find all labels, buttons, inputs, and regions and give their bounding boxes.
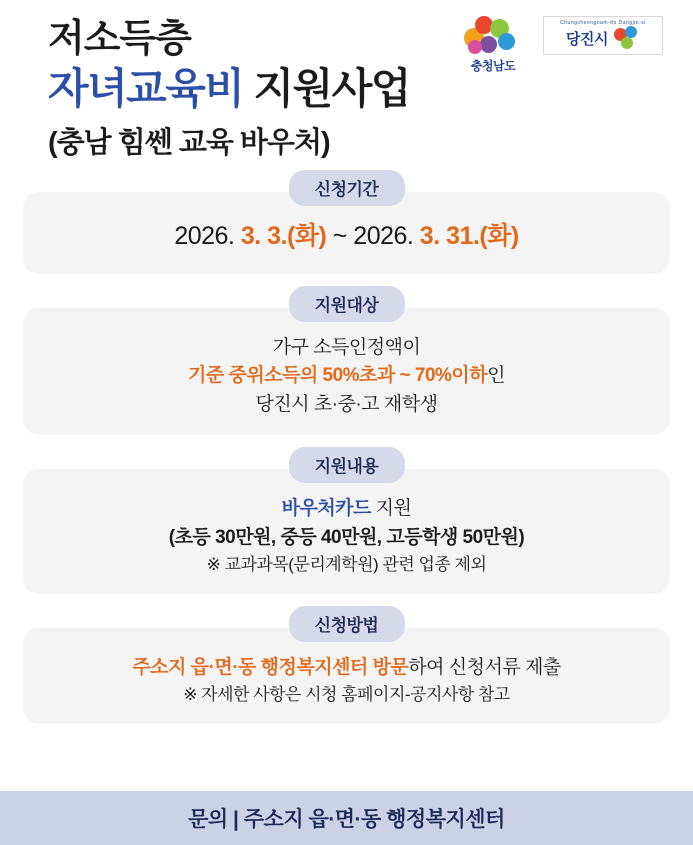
page-title-line1: 저소득층: [48, 18, 191, 60]
section-line: [40, 654, 653, 683]
section-line: [40, 495, 653, 524]
text-span: 가구 소득인정액이: [272, 336, 421, 358]
text-span: 지원: [370, 498, 412, 519]
poster-header: [0, 0, 693, 170]
text-span: 당진시 초·중·고 재학생: [255, 393, 438, 415]
dangjin-logo-label: 당진시: [566, 29, 608, 48]
poster-footer: [0, 791, 693, 845]
footer-contact-text: 문의 | 주소지 읍·면·동 행정복지센터: [188, 808, 505, 831]
text-span: 3. 31.(화): [419, 222, 519, 250]
page-title-highlight: 자녀교육비: [48, 64, 244, 112]
section-line: [40, 391, 653, 420]
section-line: [40, 334, 653, 363]
section-line: [40, 682, 653, 708]
text-span: ※ 자세한 사항은 시청 홈페이지-공지사항 참고: [183, 685, 510, 704]
text-span: 기준 중위소득의 50%초과 ~ 70%이하: [187, 365, 488, 386]
flower-icon: [462, 16, 524, 56]
info-section: [24, 170, 669, 272]
text-span: 바우처카드: [281, 498, 371, 519]
text-span: (초등 30만원, 중등 40만원, 고등학생 50만원): [168, 526, 525, 548]
section-chip: 지원대상: [289, 286, 405, 322]
text-span: ※ 교과과목(문리계학원) 관련 업종 제외: [206, 555, 487, 574]
text-span: 인: [487, 365, 506, 386]
dangjin-logo-romanized: Chungcheongnam-do Dangjin-si: [560, 20, 646, 26]
sections-container: [0, 170, 693, 785]
section-card: [24, 469, 669, 592]
section-card: [24, 628, 669, 722]
info-section: [24, 447, 669, 592]
text-span: ~ 2026.: [326, 222, 420, 250]
page-subtitle: (충남 힘쎈 교육 바우처): [48, 127, 330, 160]
text-span: 주소지 읍·면·동 행정복지센터 방문: [132, 656, 409, 678]
page-title-rest: 지원사업: [243, 64, 410, 112]
section-line: [40, 218, 653, 256]
section-card: [24, 308, 669, 434]
section-chip: 지원내용: [289, 447, 405, 483]
text-span: 3. 3.(화): [240, 222, 327, 250]
logo-group: [457, 16, 663, 74]
section-line: [40, 362, 653, 391]
dangjin-mark-icon: [614, 26, 640, 50]
info-section: [24, 606, 669, 722]
section-chip: 신청방법: [289, 606, 405, 642]
section-line: [40, 552, 653, 578]
info-section: [24, 286, 669, 434]
text-span: 하여 신청서류 제출: [408, 656, 561, 678]
dangjin-logo: [543, 16, 663, 55]
chungnam-logo-label: 충청남도: [470, 59, 516, 73]
section-chip: 신청기간: [289, 170, 405, 206]
section-line: [40, 524, 653, 553]
chungnam-logo: [457, 16, 529, 74]
text-span: 2026.: [174, 222, 241, 250]
